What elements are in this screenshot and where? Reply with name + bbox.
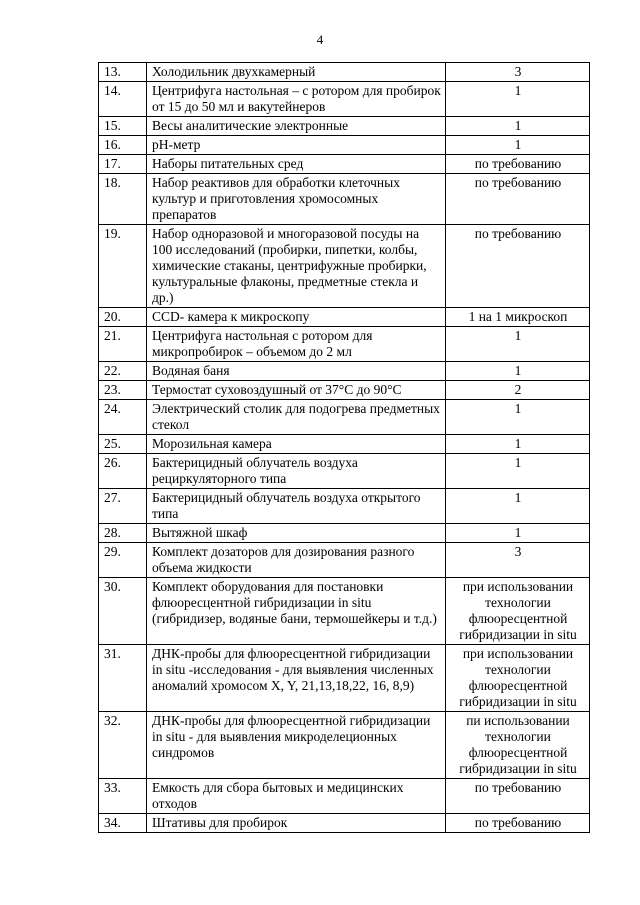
equipment-name: CCD- камера к микроскопу [147, 308, 446, 327]
row-number: 17. [99, 155, 147, 174]
row-number: 23. [99, 381, 147, 400]
equipment-name: ДНК-пробы для флюоресцентной гибридизации in situ - для выявления микроделеционных синдромов [147, 712, 446, 779]
equipment-name: Водяная баня [147, 362, 446, 381]
table-row [99, 712, 590, 779]
equipment-quantity: при использовании технологии флюоресцентной гибридизации in situ [446, 578, 590, 645]
equipment-name: Комплект оборудования для постановки флюоресцентной гибридизации in situ (гибридизер, водяные бани, термошейкеры и т.д.) [147, 578, 446, 645]
equipment-quantity: 3 [446, 543, 590, 578]
table-row [99, 435, 590, 454]
equipment-quantity: пи использовании технологии флюоресцентной гибридизации in situ [446, 712, 590, 779]
equipment-name: Набор одноразовой и многоразовой посуды на 100 исследований (пробирки, пипетки, колбы, химические стаканы, центрифужные пробирки, культуральные флаконы, предметные стекла и др.) [147, 225, 446, 308]
equipment-quantity: 1 [446, 454, 590, 489]
equipment-name: Штативы для пробирок [147, 814, 446, 833]
equipment-quantity: по требованию [446, 174, 590, 225]
equipment-quantity: по требованию [446, 814, 590, 833]
row-number: 34. [99, 814, 147, 833]
equipment-quantity: при использовании технологии флюоресцентной гибридизации in situ [446, 645, 590, 712]
equipment-name: Бактерицидный облучатель воздуха рециркуляторного типа [147, 454, 446, 489]
row-number: 20. [99, 308, 147, 327]
row-number: 22. [99, 362, 147, 381]
row-number: 25. [99, 435, 147, 454]
row-number: 27. [99, 489, 147, 524]
equipment-name: Термостат суховоздушный от 37°С до 90°С [147, 381, 446, 400]
table-row [99, 82, 590, 117]
row-number: 29. [99, 543, 147, 578]
equipment-name: Морозильная камера [147, 435, 446, 454]
table-row [99, 327, 590, 362]
row-number: 18. [99, 174, 147, 225]
table-row [99, 63, 590, 82]
equipment-name: Электрический столик для подогрева предметных стекол [147, 400, 446, 435]
equipment-name: Центрифуга настольная – с ротором для пробирок от 15 до 50 мл и вакутейнеров [147, 82, 446, 117]
equipment-quantity: по требованию [446, 225, 590, 308]
row-number: 33. [99, 779, 147, 814]
equipment-name: Вытяжной шкаф [147, 524, 446, 543]
equipment-quantity: по требованию [446, 779, 590, 814]
table-row [99, 225, 590, 308]
table-row [99, 308, 590, 327]
table-row [99, 814, 590, 833]
table-row [99, 362, 590, 381]
equipment-table-body [99, 63, 590, 833]
equipment-quantity: 1 [446, 524, 590, 543]
equipment-name: Емкость для сбора бытовых и медицинских отходов [147, 779, 446, 814]
table-row [99, 117, 590, 136]
equipment-name: ДНК-пробы для флюоресцентной гибридизации in situ -исследования - для выявления численных аномалий хромосом X, Y, 21,13,18,22, 16, 8,9) [147, 645, 446, 712]
row-number: 14. [99, 82, 147, 117]
row-number: 21. [99, 327, 147, 362]
equipment-quantity: 1 [446, 400, 590, 435]
equipment-name: Набор реактивов для обработки клеточных культур и приготовления хромосомных препаратов [147, 174, 446, 225]
row-number: 28. [99, 524, 147, 543]
table-row [99, 381, 590, 400]
equipment-name: Комплект дозаторов для дозирования разного объема жидкости [147, 543, 446, 578]
table-row [99, 543, 590, 578]
equipment-quantity: 1 [446, 362, 590, 381]
table-row [99, 524, 590, 543]
equipment-name: Весы аналитические электронные [147, 117, 446, 136]
row-number: 26. [99, 454, 147, 489]
table-row [99, 454, 590, 489]
equipment-quantity: 1 [446, 136, 590, 155]
table-row [99, 645, 590, 712]
equipment-quantity: 1 [446, 327, 590, 362]
equipment-quantity: 1 [446, 117, 590, 136]
equipment-quantity: 1 [446, 489, 590, 524]
table-row [99, 155, 590, 174]
row-number: 32. [99, 712, 147, 779]
equipment-name: Центрифуга настольная с ротором для микропробирок – объемом до 2 мл [147, 327, 446, 362]
equipment-name: Наборы питательных сред [147, 155, 446, 174]
equipment-name: pH-метр [147, 136, 446, 155]
equipment-quantity: по требованию [446, 155, 590, 174]
table-row [99, 779, 590, 814]
table-row [99, 400, 590, 435]
equipment-quantity: 1 [446, 82, 590, 117]
row-number: 15. [99, 117, 147, 136]
equipment-quantity: 3 [446, 63, 590, 82]
page-number: 4 [316, 32, 324, 47]
row-number: 30. [99, 578, 147, 645]
equipment-quantity: 1 [446, 435, 590, 454]
row-number: 24. [99, 400, 147, 435]
row-number: 19. [99, 225, 147, 308]
table-row [99, 578, 590, 645]
equipment-table [98, 62, 590, 833]
table-row [99, 136, 590, 155]
equipment-quantity: 1 на 1 микроскоп [446, 308, 590, 327]
equipment-name: Холодильник двухкамерный [147, 63, 446, 82]
equipment-quantity: 2 [446, 381, 590, 400]
row-number: 31. [99, 645, 147, 712]
row-number: 16. [99, 136, 147, 155]
equipment-name: Бактерицидный облучатель воздуха открытого типа [147, 489, 446, 524]
table-row [99, 489, 590, 524]
row-number: 13. [99, 63, 147, 82]
table-row [99, 174, 590, 225]
